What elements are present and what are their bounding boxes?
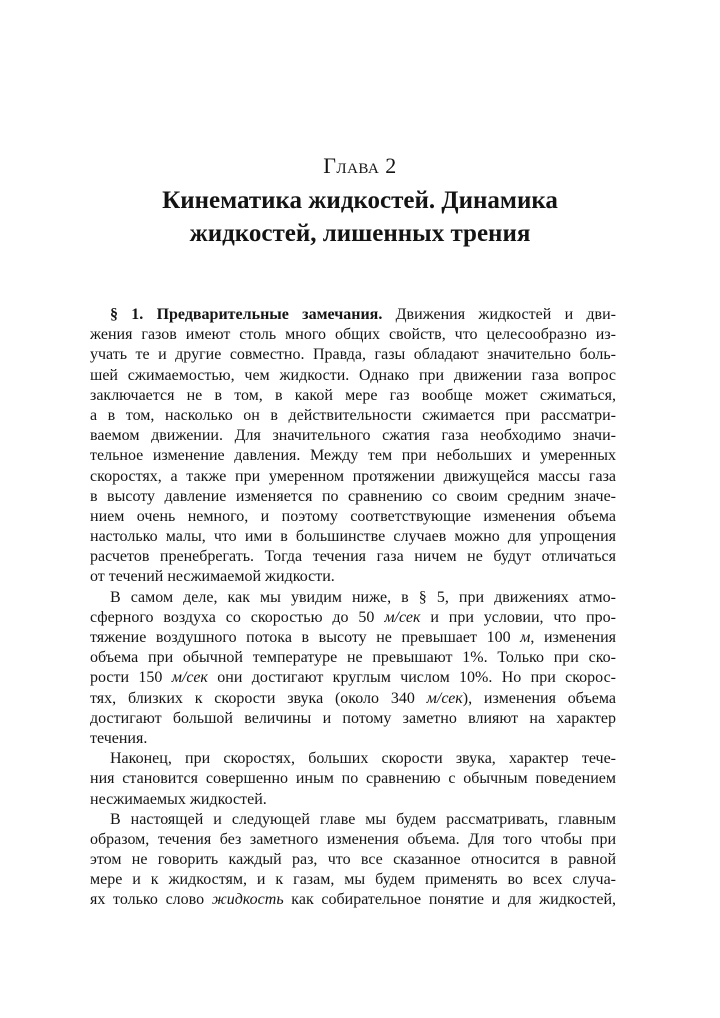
section-heading: § 1. Предварительные замечания. — [110, 306, 383, 323]
text-line: скоростях, а также при умеренном протяжении движущейся массы газа — [90, 467, 616, 485]
unit-text: м — [520, 629, 531, 646]
text-fragment: , изменения — [530, 629, 617, 646]
chapter-label: Глава 2 — [323, 153, 397, 178]
text-line — [90, 890, 616, 910]
text-line: Наконец, при скоростях, больших скорости звука, характер тече- — [110, 750, 616, 768]
text-line: заключается не в том, в какой мере газ вообще может сжиматься, — [90, 386, 616, 404]
text-line: В настоящей и следующей главе мы будем рассматривать, главным — [110, 810, 616, 828]
text-fragment: тяжение воздушного потока в высоту не превышает 100 — [90, 629, 521, 646]
chapter-title-line-2: жидкостей, лишенных трения — [189, 220, 531, 247]
text-line — [90, 668, 616, 688]
text-line — [90, 689, 616, 709]
text-line: ваемом движении. Для значительного сжатия газа необходимо значи- — [90, 427, 616, 445]
text-line: ния становится совершенно иным по сравнению с обычным поведением — [90, 770, 616, 788]
text-line: а в том, насколько он в действительности сжимается при рассматри- — [90, 406, 616, 424]
text-line: мере и к жидкостям, и к газам, мы будем применять во всех случа- — [90, 871, 616, 889]
text-fragment: Движения жидкостей и дви- — [382, 306, 617, 323]
text-line: этом не говорить каждый раз, что все сказанное относится в равной — [90, 851, 616, 869]
unit-text: м/сек — [171, 669, 208, 687]
text-line: несжимаемых жидкостей. — [90, 790, 267, 808]
unit-text: м/сек — [384, 608, 421, 626]
text-line — [90, 608, 616, 628]
text-line: учать те и другие совместно. Правда, газы обладают значительно боль- — [90, 346, 616, 364]
text-line: настолько малы, что ими в большинстве случаев можно для упрощения — [90, 528, 616, 546]
text-fragment: тях, близких к скорости звука (около 340 — [90, 689, 427, 707]
text-fragment: рости 150 — [90, 669, 172, 687]
text-line: течения. — [90, 729, 148, 747]
unit-text: м/сек — [426, 689, 463, 707]
text-fragment: ях только слово — [90, 891, 212, 909]
text-line: образом, течения без заметного изменения объема. Для того чтобы при — [90, 830, 616, 848]
body-text — [90, 305, 616, 911]
text-fragment: как собирательное понятие и для жидкостей, — [283, 891, 617, 909]
text-line: в высоту давление изменяется по сравнению со своим средним значе- — [90, 487, 616, 505]
text-line: шей сжимаемостью, чем жидкости. Однако при движении газа вопрос — [90, 366, 616, 384]
text-fragment: сферного воздуха со скоростью до 50 — [90, 608, 385, 626]
text-line — [90, 305, 616, 325]
text-fragment: они достигают круглым числом 10%. Но при скорос- — [207, 669, 616, 687]
text-fragment: и при условии, что про- — [420, 608, 617, 626]
emphasized-term: жидкость — [211, 891, 284, 909]
text-line: объема при обычной температуре не превышают 1%. Только при ско- — [90, 649, 616, 667]
text-line: жения газов имеют столь много общих свойств, что целесообразно из- — [90, 326, 616, 344]
text-fragment: ), изменения объема — [462, 689, 617, 707]
text-line: нием очень немного, и поэтому соответствующие изменения объема — [90, 507, 616, 525]
text-line: достигают большой величины и потому заметно влияют на характер — [90, 709, 616, 727]
text-line: расчетов пренебрегать. Тогда течения газа ничем не будут отличаться — [90, 548, 616, 566]
text-line: от течений несжимаемой жидкости. — [90, 568, 335, 586]
text-line — [90, 628, 616, 648]
chapter-title-line-1: Кинематика жидкостей. Динамика — [162, 187, 558, 214]
text-line: В самом деле, как мы увидим ниже, в § 5, при движениях атмо- — [110, 588, 616, 606]
chapter-title — [60, 184, 660, 250]
text-line: тельное изменение давления. Между тем при небольших и умеренных — [90, 447, 616, 465]
